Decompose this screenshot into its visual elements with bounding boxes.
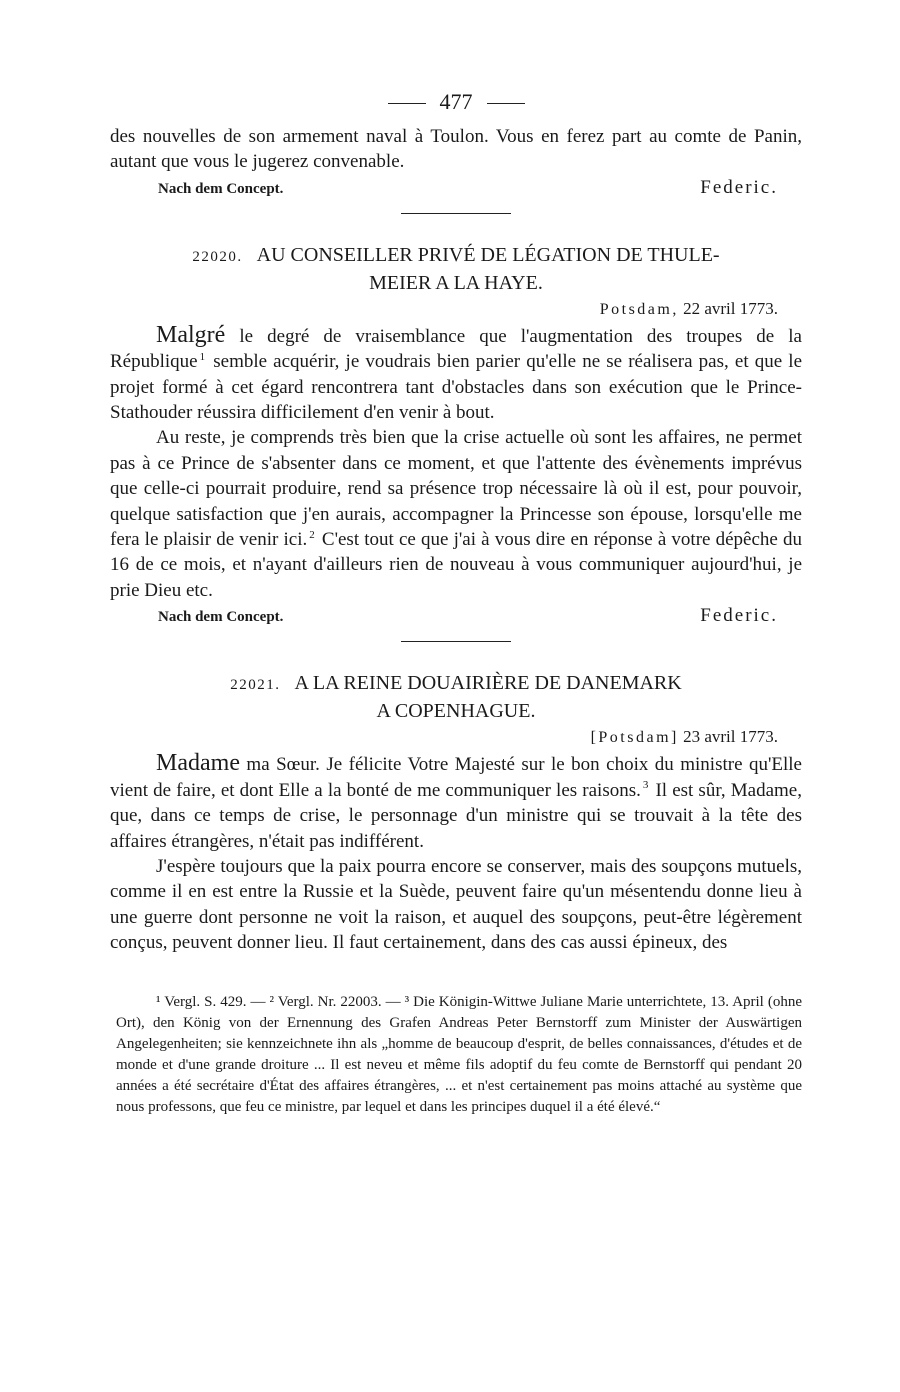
paragraph-text: C'est tout ce que j'ai à vous dire en réponse à votre dépêche du 16 de ce mois, et n'ayant d'ailleurs rien de nouveau à vous communiquer aujourd'hui, je prie Dieu etc. (110, 529, 802, 601)
signature: Federic. (700, 605, 778, 627)
signature: Federic. (700, 176, 778, 198)
page-header (110, 84, 802, 120)
paragraph-text: Au reste, je comprends très bien que la crise actuelle où sont les affaires, ne permet pas à ce Prince de s'absenter dans ce moment, et que l'attente des évènements imprévus que celle-ci pourrait produire, rend sa présence trop nécessaire là où il est, pour pouvoir, quelque satisfaction que j'en aurais, accompagner la Princesse son épouse, lorsqu'elle me fera le plaisir de venir ici. (110, 427, 802, 551)
heading-line-1: A LA REINE DOUAIRIÈRE DE DANEMARK (294, 672, 682, 695)
letter-number: 22020. (192, 248, 243, 265)
heading-line-2: A COPENHAGUE. (376, 700, 536, 723)
first-word: Madame (156, 750, 240, 777)
letter-paragraph (110, 425, 802, 603)
dateline (110, 727, 778, 747)
heading-line-2: MEIER A LA HAYE. (369, 271, 543, 294)
paragraph-text: le degré de vraisemblance que l'augmentation des troupes de la République (110, 325, 802, 373)
document-page (110, 84, 802, 1118)
header-dash-left (388, 103, 426, 104)
letter-paragraph (110, 751, 802, 854)
first-word: Malgré (156, 321, 226, 348)
footnote-ref: 1 (199, 350, 206, 363)
paragraph-text: Il est sûr, Madame, que, dans ce temps de crise, le personnage d'un ministre qui se trouvait à la tête des affaires étrangères, n'était pas indifférent. (110, 779, 802, 852)
letter-heading (110, 670, 802, 724)
section-divider (401, 213, 511, 214)
dateline (110, 299, 778, 319)
letter-paragraph (110, 323, 802, 426)
footnote-text: ¹ Vergl. S. 429. — ² Vergl. Nr. 22003. — ³ Die Königin-Wittwe Juliane Marie unterrichtete, 13. April (ohne Ort), den König von der Ernennung des Grafen Andreas Peter Bernstorff zum Minister der Auswärtigen Angelegenheiten; sie kennzeichnete ihn als „homme de beaucoup d'esprit, de belles connaissances, d'études et de monde et d'une grande droiture ... Il est neveu et même fils adoptif du feu comte de Bernstorff qui pendant 20 années a été secrétaire d'État des affaires étrangères, ... et n'est certainement pas moins attaché au système que nous professons, que feu ce ministre, par lequel et dans les principes duquel il a été élevé.“ (116, 993, 802, 1115)
intro-source-line (110, 177, 802, 199)
footnotes (110, 992, 802, 1118)
letter-source-line (110, 605, 802, 627)
paragraph-text: ma Sœur. Je félicite Votre Majesté sur le bon choix du ministre qu'Elle vient de faire, et dont Elle a la bonté de me communiquer les raisons. (110, 754, 802, 801)
date-place: Potsdam, (599, 300, 679, 318)
footnote-ref: 3 (642, 779, 649, 792)
date: 22 avril 1773. (683, 298, 778, 318)
page-number: 477 (439, 89, 473, 114)
header-dash-right (487, 103, 525, 104)
letter-paragraph: J'espère toujours que la paix pourra encore se conserver, mais des soupçons mutuels, comme il en est entre la Russie et la Suède, peuvent faire qu'un mésentendu donne lieu à une guerre dont personne ne voit la raison, et auquel des soupçons, peut-être légèrement conçus, peuvent donner lieu. Il faut certainement, dans des cas aussi épineux, des (110, 855, 802, 954)
intro-paragraph: des nouvelles de son armement naval à Toulon. Vous en ferez part au comte de Panin, autant que vous le jugerez convenable. (110, 126, 802, 173)
letter-number: 22021. (230, 677, 281, 694)
date: 23 avril 1773. (683, 727, 778, 747)
footnote-ref: 2 (309, 528, 315, 541)
source-note: Nach dem Concept. (158, 609, 284, 626)
letter-heading (110, 242, 802, 296)
source-note: Nach dem Concept. (158, 180, 284, 197)
date-place: [Potsdam] (590, 729, 679, 747)
heading-line-1: AU CONSEILLER PRIVÉ DE LÉGATION DE THULE- (256, 243, 720, 266)
section-divider (401, 641, 511, 642)
paragraph-text: semble acquérir, je voudrais bien parier qu'elle ne se réalisera pas, et que le projet formé à cet égard rencontrera tant d'obstacles dans son exécution que le Prince-Stathouder réussira difficilement d'en venir à bout. (110, 351, 802, 424)
